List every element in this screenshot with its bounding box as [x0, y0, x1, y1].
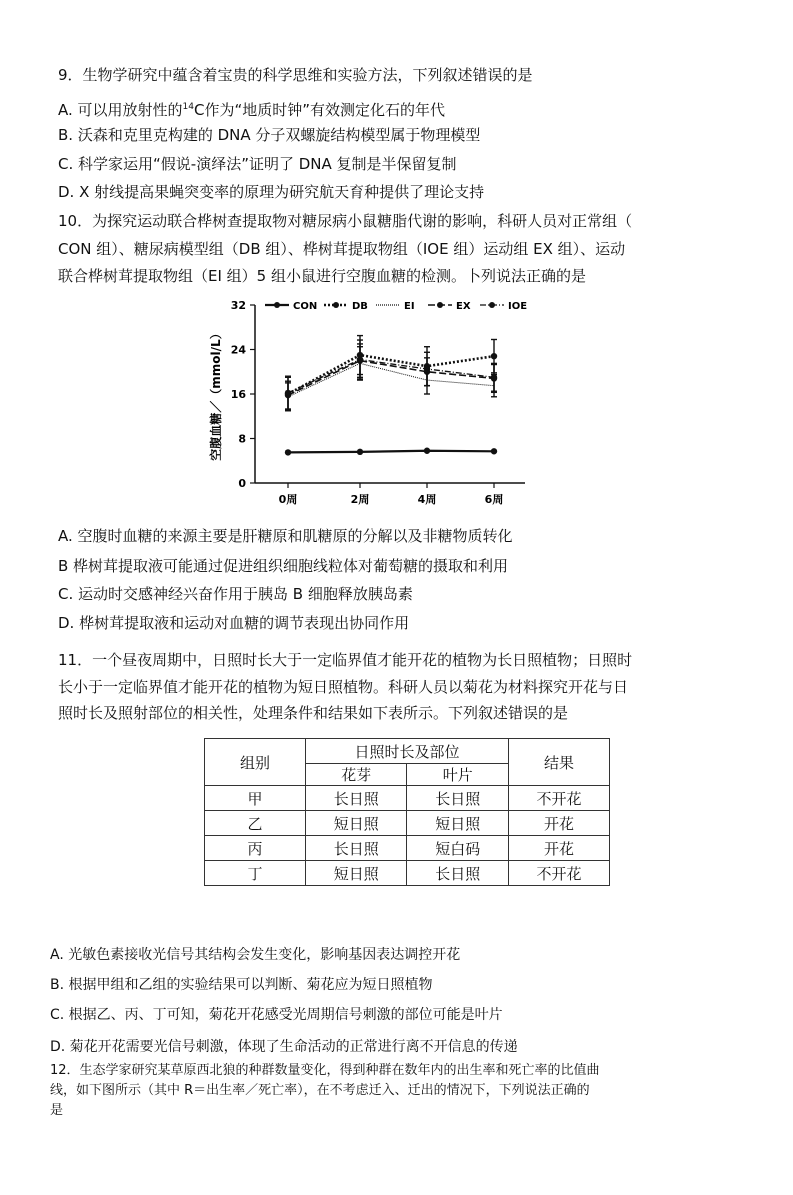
data-point-ioe [491, 374, 497, 380]
data-point-con [424, 448, 430, 454]
q11-option-b: B. 根据甲组和乙组的实验结果可以判断、菊花应为短日照植物 [50, 977, 433, 993]
q11-stem-line2: 长小于一定临界值才能开花的植物为短日照植物。科研人员以菊花为材料探究开花与日 [58, 678, 629, 696]
legend-label-ioe: IOE [508, 301, 528, 312]
cell-leaf: 短白码 [407, 836, 509, 861]
header-leaf: 叶片 [407, 764, 509, 786]
cell-bud: 长日照 [306, 786, 407, 811]
cell-leaf: 短日照 [407, 811, 509, 836]
data-point-ioe [357, 356, 363, 362]
cell-bud: 短日照 [306, 811, 407, 836]
q9-option-a-pre: A. 可以用放射性的 [58, 101, 183, 119]
table-row [205, 786, 610, 811]
cell-bud: 短日照 [306, 861, 407, 886]
legend-label-con: CON [293, 301, 318, 312]
q12-stem-line2: 线，如下图所示（其中 R＝出生率／死亡率），在不考虑迁入、迁出的情况下，下列说法正确的 [50, 1083, 590, 1098]
q10-option-a: A. 空腹时血糖的来源主要是肝糖原和肌糖原的分解以及非糖物质转化 [58, 527, 513, 545]
q9-stem: 9．生物学研究中蕴含着宝贵的科学思维和实验方法，下列叙述错误的是 [58, 66, 533, 84]
q9-option-a-post: C作为“地质时钟”有效测定化石的年代 [194, 101, 446, 119]
data-point-con [491, 448, 497, 454]
q10-stem-line3: 联合桦树茸提取物组（EI 组）5 组小鼠进行空腹血糖的检测。卜列说法正确的是 [58, 267, 586, 285]
q10-stem-line1: 10．为探究运动联合桦树查提取物对糖尿病小鼠糖脂代谢的影响，科研人员对正常组（ [58, 212, 633, 230]
table-row [205, 836, 610, 861]
legend-label-db: DB [352, 301, 368, 312]
cell-leaf: 长日照 [407, 786, 509, 811]
legend-marker-db [333, 302, 339, 308]
legend-marker-ex [437, 302, 443, 308]
legend-marker-ioe [489, 302, 495, 308]
q9-option-b: B. 沃森和克里克构建的 DNA 分子双螺旋结构模型属于物理模型 [58, 126, 481, 144]
series-line-ioe [288, 360, 494, 393]
cell-bud: 长日照 [306, 836, 407, 861]
cell-result: 开花 [509, 836, 610, 861]
cell-result: 不开花 [509, 861, 610, 886]
q12-stem-line3: 是 [50, 1103, 64, 1118]
q10-option-d: D. 桦树茸提取液和运动对血糖的调节表现出协同作用 [58, 614, 410, 632]
q10-option-c: C. 运动时交感神经兴奋作用于胰岛 B 细胞释放胰岛素 [58, 585, 413, 603]
cell-result: 开花 [509, 811, 610, 836]
x-tick-label: 2周 [350, 493, 370, 506]
q9-option-a-sup: 14 [182, 102, 194, 112]
q10-stem-line2: CON 组）、糖尿病模型组（DB 组）、桦树茸提取物组（IOE 组）运动组 EX 组）、运动 [58, 240, 626, 258]
cell-leaf: 长日照 [407, 861, 509, 886]
table-row [205, 811, 610, 836]
x-tick-label: 6周 [484, 493, 504, 506]
data-point-ioe [285, 390, 291, 396]
data-point-db [491, 353, 497, 359]
cell-group: 丙 [205, 836, 306, 861]
table-header-row [205, 739, 610, 764]
q11-option-c: C. 根据乙、丙、丁可知，菊花开花感受光周期信号刺激的部位可能是叶片 [50, 1007, 503, 1023]
q11-stem-line1: 11．一个昼夜周期中，日照时长大于一定临界值才能开花的植物为长日照植物；日照时 [58, 651, 633, 669]
legend-label-ei: EI [404, 301, 415, 312]
y-tick-label: 16 [230, 388, 246, 401]
header-bud: 花芽 [306, 764, 407, 786]
data-point-ioe [424, 366, 430, 372]
y-tick-label: 24 [230, 343, 246, 357]
cell-group: 丁 [205, 861, 306, 886]
legend-label-ex: EX [456, 301, 471, 312]
q9-option-d: D. X 射线提高果蝇突变率的原理为研究航天育种提供了理论支持 [58, 183, 485, 201]
blood-glucose-chart [205, 293, 535, 511]
series-line-con [288, 451, 494, 453]
q9-option-c: C. 科学家运用“假说-演绎法”证明了 DNA 复制是半保留复制 [58, 155, 457, 173]
q9-option-a [58, 97, 445, 120]
data-point-con [357, 449, 363, 455]
cell-result: 不开花 [509, 786, 610, 811]
header-group: 组别 [205, 739, 306, 786]
y-tick-label: 0 [238, 477, 246, 490]
x-tick-label: 0周 [278, 493, 298, 506]
header-result: 结果 [509, 739, 610, 786]
q12-stem-line1: 12．生态学家研究某草原西北狼的种群数量变化，得到种群在数年内的出生率和死亡率的比值曲 [50, 1063, 600, 1078]
y-tick-label: 8 [238, 432, 246, 446]
legend-marker-con [274, 302, 280, 308]
q11-option-a: A. 光敏色素接收光信号其结构会发生变化，影响基因表达调控开花 [50, 947, 461, 963]
q10-option-b: B 桦树茸提取液可能通过促进组织细胞线粒体对葡萄糖的摄取和利用 [58, 557, 509, 575]
photoperiod-table [204, 738, 610, 886]
header-condition: 日照时长及部位 [306, 739, 509, 764]
y-axis-label: 空腹血糖／（mmol/L） [209, 327, 223, 461]
q11-stem-line3: 照时长及照射部位的相关性，处理条件和结果如下表所示。下列叙述错误的是 [58, 704, 569, 722]
series-line-db [288, 355, 494, 394]
cell-group: 乙 [205, 811, 306, 836]
q11-option-d: D. 菊花开花需要光信号刺激，体现了生命活动的正常进行离不开信息的传递 [50, 1039, 518, 1055]
y-tick-label: 32 [230, 299, 246, 312]
x-tick-label: 4周 [417, 493, 437, 506]
cell-group: 甲 [205, 786, 306, 811]
table-row [205, 861, 610, 886]
data-point-con [285, 449, 291, 455]
